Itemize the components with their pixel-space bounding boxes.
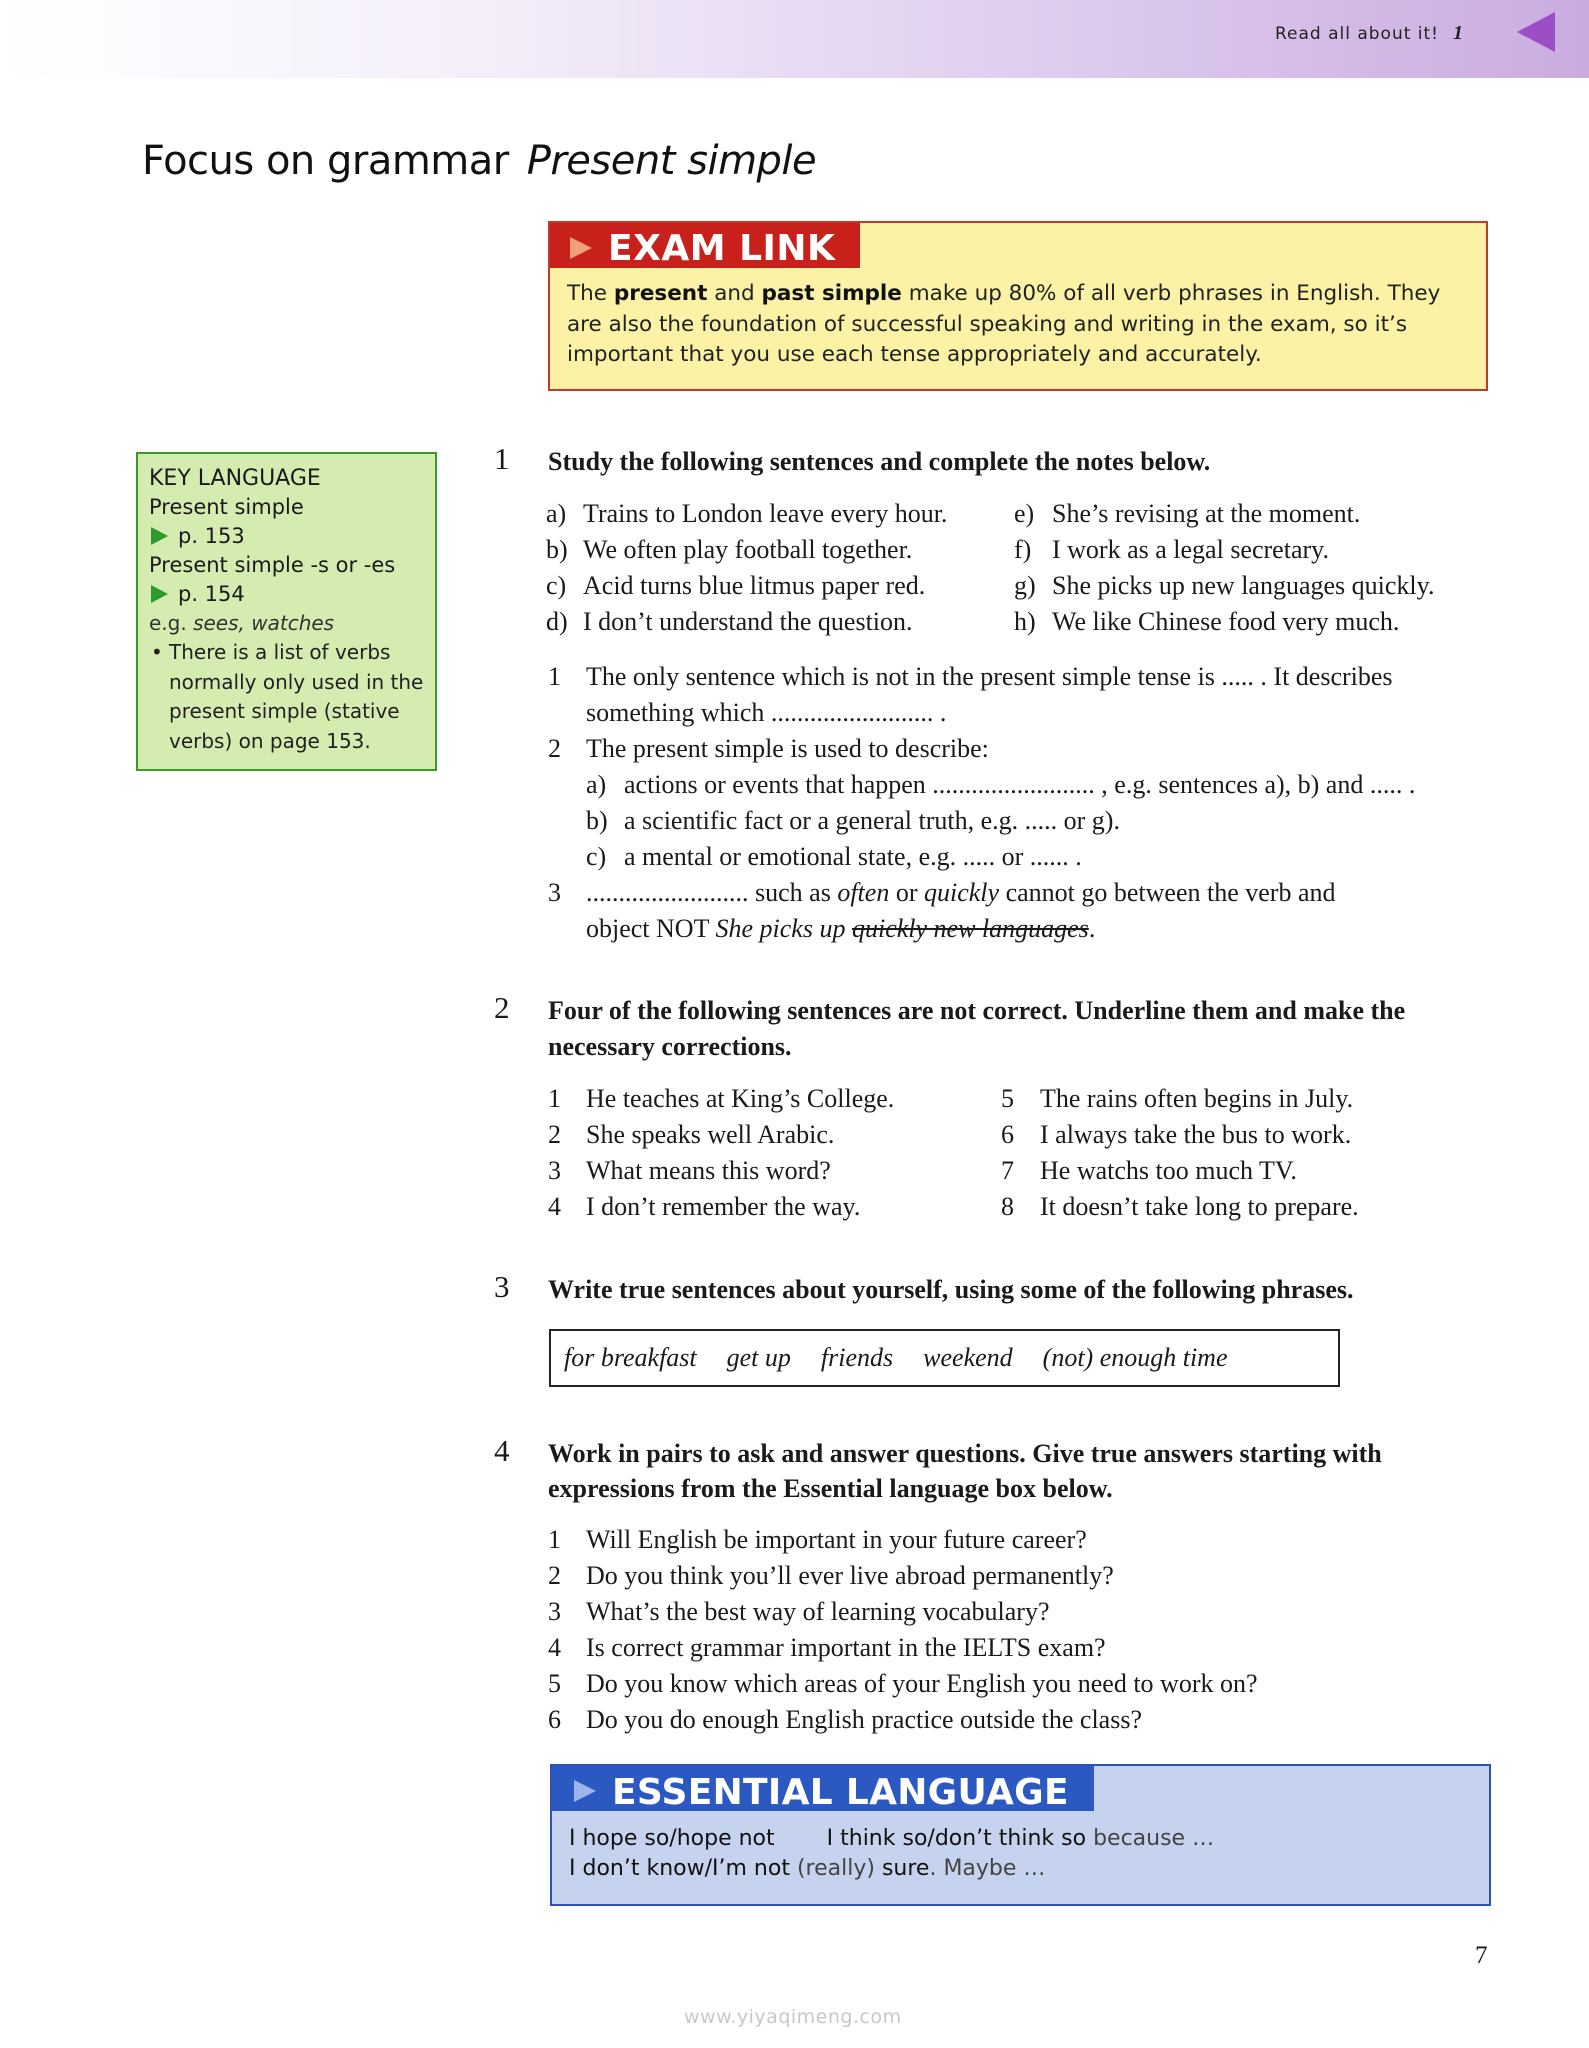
item-text: Is correct grammar important in the IELTS exam? xyxy=(586,1633,1106,1662)
note-text: cannot go between the verb and xyxy=(999,878,1336,907)
phrase-item: for breakfast xyxy=(564,1343,697,1372)
item-text: We like Chinese food very much. xyxy=(1052,607,1400,636)
item-number: 2 xyxy=(548,1561,561,1590)
item-text: What’s the best way of learning vocabulary? xyxy=(586,1597,1050,1626)
list-item xyxy=(548,1153,831,1189)
list-item xyxy=(546,496,947,532)
play-arrow-icon xyxy=(151,527,168,545)
list-item xyxy=(546,568,925,604)
essential-phrase: I hope so/hope not xyxy=(569,1826,775,1851)
essential-language-label: ESSENTIAL LANGUAGE xyxy=(612,1772,1069,1811)
essential-phrase: I don’t know/I’m not xyxy=(569,1856,790,1881)
watermark: www.yiyaqimeng.com xyxy=(684,2006,902,2028)
bullet-icon: • xyxy=(151,640,163,664)
list-item xyxy=(1001,1117,1351,1153)
exam-link-text xyxy=(567,279,1472,371)
list-item xyxy=(548,1666,1258,1702)
item-number: 5 xyxy=(1001,1084,1014,1113)
note-text: ......................... such as xyxy=(586,878,838,907)
phrase-item: get up xyxy=(726,1343,791,1372)
list-item xyxy=(1014,568,1434,604)
item-text: Do you know which areas of your English you need to work on? xyxy=(586,1669,1258,1698)
key-language-box xyxy=(136,452,437,771)
item-number: 3 xyxy=(548,1597,561,1626)
essential-phrase: I think so/don’t think so xyxy=(826,1826,1087,1851)
list-item xyxy=(1014,604,1399,640)
item-number: 6 xyxy=(548,1705,561,1734)
note-text: or xyxy=(889,878,924,907)
item-number: 6 xyxy=(1001,1120,1014,1149)
note-number: 3 xyxy=(548,878,561,907)
key-ref-text: p. 153 xyxy=(178,524,245,548)
unit-number: 1 xyxy=(1453,22,1464,44)
item-label: e) xyxy=(1014,499,1035,528)
item-number: 1 xyxy=(548,1084,561,1113)
note-text: The only sentence which is not in the present simple tense is ..... . It describes xyxy=(586,662,1393,691)
note-text: a mental or emotional state, e.g. ..... or ...... . xyxy=(624,842,1082,871)
page-number: 7 xyxy=(1475,1942,1488,1969)
item-number: 5 xyxy=(548,1669,561,1698)
item-text: She picks up new languages quickly. xyxy=(1052,571,1435,600)
item-number: 1 xyxy=(548,1525,561,1554)
list-item xyxy=(1001,1153,1297,1189)
item-label: b) xyxy=(586,806,608,835)
note-text: actions or events that happen ......................... , e.g. sentences a), b) and ..... . xyxy=(624,770,1416,799)
running-head-text: Read all about it! xyxy=(1274,24,1439,44)
struck-text: quickly new languages xyxy=(851,914,1089,943)
list-item xyxy=(548,1522,1087,1558)
item-number: 4 xyxy=(548,1192,561,1221)
item-text: Will English be important in your future career? xyxy=(586,1525,1087,1554)
page-title xyxy=(142,138,816,184)
note-number: 1 xyxy=(548,662,561,691)
item-text: We often play football together. xyxy=(583,535,913,564)
title-topic: Present simple xyxy=(526,138,817,184)
running-head xyxy=(1275,22,1464,45)
exercise-2-heading-2: necessary corrections. xyxy=(548,1032,792,1061)
note-3-cont xyxy=(586,911,1095,947)
exam-text-bold: present xyxy=(613,281,708,306)
note-3 xyxy=(548,875,1336,911)
exercise-3-number: 3 xyxy=(494,1269,510,1304)
essential-line-1 xyxy=(569,1824,1214,1854)
note-text: a scientific fact or a general truth, e.g. ..... or g). xyxy=(624,806,1120,835)
key-ref-text: p. 154 xyxy=(178,582,245,606)
phrase-item: (not) enough time xyxy=(1042,1343,1228,1372)
item-label: f) xyxy=(1014,535,1032,564)
list-item xyxy=(548,1081,894,1117)
item-text: Do you think you’ll ever live abroad permanently? xyxy=(586,1561,1114,1590)
key-bullet-text: There is a list of verbs normally only used in the present simple (stative verbs) on page 153. xyxy=(169,640,424,753)
note-2a xyxy=(586,767,1415,803)
list-item xyxy=(546,532,912,568)
item-label: c) xyxy=(546,571,567,600)
list-item xyxy=(1001,1081,1353,1117)
key-example xyxy=(149,609,424,638)
item-text: I don’t understand the question. xyxy=(583,607,913,636)
item-label: c) xyxy=(586,842,607,871)
eg-words: sees, watches xyxy=(193,611,335,635)
item-label: d) xyxy=(546,607,568,636)
essential-language-tag xyxy=(552,1766,1094,1811)
note-italic: quickly xyxy=(924,878,1000,907)
list-item xyxy=(548,1630,1106,1666)
exam-link-label: EXAM LINK xyxy=(608,228,836,268)
exercise-1-number: 1 xyxy=(494,441,510,476)
item-number: 7 xyxy=(1001,1156,1014,1185)
phrase-item: friends xyxy=(820,1343,894,1372)
key-ref-1[interactable] xyxy=(149,522,424,551)
exercise-1-heading: Study the following sentences and complete the notes below. xyxy=(548,447,1211,476)
item-label: h) xyxy=(1014,607,1036,636)
essential-phrase: sure xyxy=(881,1856,930,1881)
exam-link-tag xyxy=(550,223,860,268)
key-ref-2[interactable] xyxy=(149,580,424,609)
item-label: b) xyxy=(546,535,568,564)
note-2b xyxy=(586,803,1120,839)
item-text: She’s revising at the moment. xyxy=(1052,499,1361,528)
exercise-3-heading: Write true sentences about yourself, using some of the following phrases. xyxy=(548,1275,1354,1304)
key-language-title: KEY LANGUAGE xyxy=(149,466,321,491)
item-text: Acid turns blue litmus paper red. xyxy=(583,571,926,600)
item-number: 2 xyxy=(548,1120,561,1149)
phrase-box xyxy=(549,1329,1340,1387)
exam-text-part: and xyxy=(707,281,762,306)
item-text: I don’t remember the way. xyxy=(586,1192,861,1221)
item-number: 8 xyxy=(1001,1192,1014,1221)
item-number: 3 xyxy=(548,1156,561,1185)
item-label: a) xyxy=(546,499,567,528)
item-text: What means this word? xyxy=(586,1156,831,1185)
essential-language-box xyxy=(550,1764,1491,1906)
note-italic: She picks up xyxy=(715,914,852,943)
exercise-4-heading-1: Work in pairs to ask and answer questions. Give true answers starting with xyxy=(548,1439,1382,1468)
list-item xyxy=(548,1189,860,1225)
list-item xyxy=(1001,1189,1359,1225)
exercise-2-number: 2 xyxy=(494,990,510,1025)
list-item xyxy=(548,1594,1050,1630)
key-item-s-es: Present simple -s or -es xyxy=(149,553,396,577)
item-text: He watchs too much TV. xyxy=(1040,1156,1297,1185)
list-item xyxy=(1014,496,1360,532)
note-1 xyxy=(548,659,1393,695)
essential-line-2 xyxy=(569,1854,1045,1884)
list-item xyxy=(548,1702,1142,1738)
item-text: She speaks well Arabic. xyxy=(586,1120,835,1149)
item-text: He teaches at King’s College. xyxy=(586,1084,895,1113)
title-main: Focus on grammar xyxy=(142,138,509,184)
play-arrow-icon xyxy=(151,585,168,603)
key-bullet xyxy=(149,638,424,756)
item-label: g) xyxy=(1014,571,1036,600)
note-2 xyxy=(548,731,989,767)
list-item xyxy=(546,604,913,640)
triangle-left-icon xyxy=(1517,12,1555,52)
play-arrow-icon xyxy=(574,1780,596,1802)
phrase-item: weekend xyxy=(923,1343,1013,1372)
exercise-4-heading-2: expressions from the Essential language box below. xyxy=(548,1474,1113,1503)
list-item xyxy=(548,1558,1114,1594)
essential-phrase-light: . Maybe … xyxy=(929,1856,1046,1881)
item-text: I work as a legal secretary. xyxy=(1052,535,1329,564)
essential-phrase-light: because … xyxy=(1086,1826,1215,1851)
list-item xyxy=(548,1117,834,1153)
item-number: 4 xyxy=(548,1633,561,1662)
play-arrow-icon xyxy=(570,237,592,259)
eg-prefix: e.g. xyxy=(149,611,187,635)
item-text: Do you do enough English practice outside the class? xyxy=(586,1705,1142,1734)
exam-text-part: make up 80% of all verb phrases in English. They are also the foundation of successful speaking and writing in the exam, so it’s important that you use each tense appropriately and accurately. xyxy=(567,281,1441,367)
item-text: Trains to London leave every hour. xyxy=(583,499,948,528)
item-text: It doesn’t take long to prepare. xyxy=(1040,1192,1359,1221)
note-text: . xyxy=(1088,914,1096,943)
exam-link-box xyxy=(548,221,1488,391)
item-text: The rains often begins in July. xyxy=(1040,1084,1354,1113)
item-label: a) xyxy=(586,770,607,799)
essential-phrase-light: (really) xyxy=(789,1856,882,1881)
note-text: The present simple is used to describe: xyxy=(586,734,989,763)
note-number: 2 xyxy=(548,734,561,763)
note-1-cont: something which ......................... . xyxy=(586,698,947,727)
key-item-present-simple: Present simple xyxy=(149,495,304,519)
list-item xyxy=(1014,532,1329,568)
exam-text-part: The xyxy=(567,281,614,306)
note-text: object NOT xyxy=(586,914,716,943)
note-italic: often xyxy=(837,878,890,907)
exercise-4-number: 4 xyxy=(494,1433,510,1468)
item-text: I always take the bus to work. xyxy=(1040,1120,1352,1149)
exam-text-bold: past simple xyxy=(761,281,902,306)
exercise-2-heading-1: Four of the following sentences are not correct. Underline them and make the xyxy=(548,996,1406,1025)
note-2c xyxy=(586,839,1082,875)
